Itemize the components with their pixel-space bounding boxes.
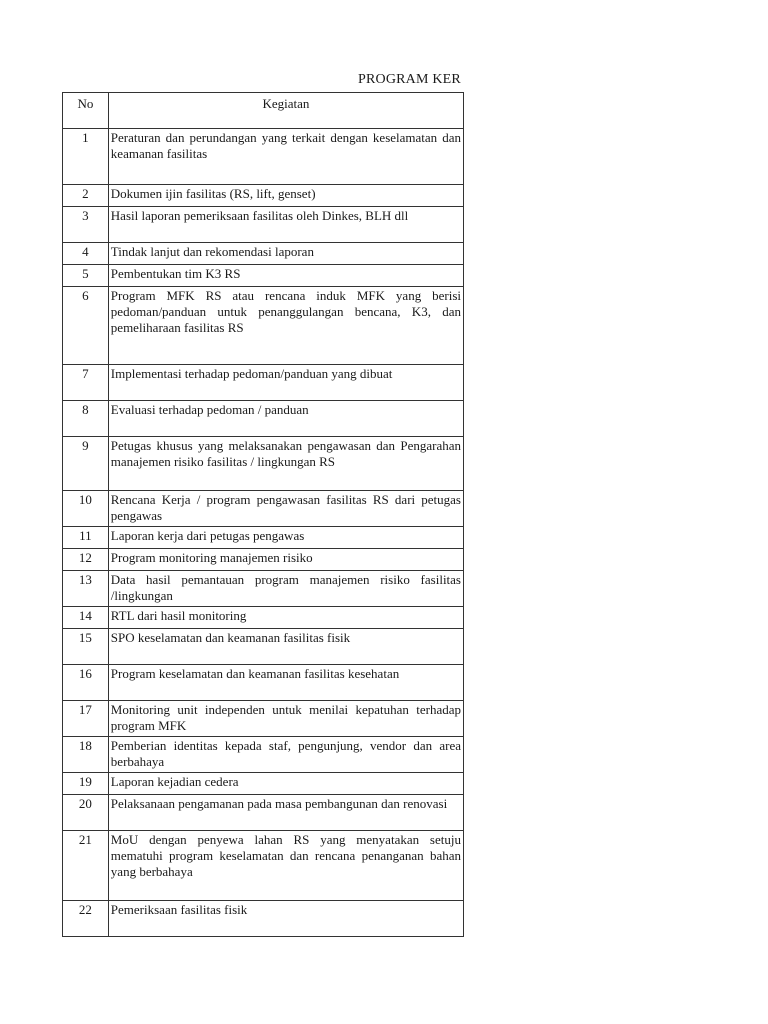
row-kegiatan: Program MFK RS atau rencana induk MFK yang berisi pedoman/panduan untuk penanggulangan bencana, K3, dan pemeliharaan fasilitas RS [108,287,463,365]
table-row [63,365,464,401]
row-number: 7 [63,365,109,401]
row-kegiatan: Program keselamatan dan keamanan fasilitas kesehatan [108,665,463,701]
row-kegiatan: Data hasil pemantauan program manajemen risiko fasilitas /lingkungan [108,571,463,607]
row-kegiatan: Petugas khusus yang melaksanakan pengawasan dan Pengarahan manajemen risiko fasilitas / lingkungan RS [108,437,463,491]
table-row [63,901,464,937]
row-number: 17 [63,701,109,737]
table-body [63,129,464,937]
table-header-row [63,93,464,129]
row-number: 3 [63,207,109,243]
table-row [63,795,464,831]
row-kegiatan: MoU dengan penyewa lahan RS yang menyatakan setuju mematuhi program keselamatan dan rencana penanganan bahan yang berbahaya [108,831,463,901]
row-kegiatan: Monitoring unit independen untuk menilai kepatuhan terhadap program MFK [108,701,463,737]
row-kegiatan: RTL dari hasil monitoring [108,607,463,629]
table-row [63,701,464,737]
row-kegiatan: Tindak lanjut dan rekomendasi laporan [108,243,463,265]
row-number: 14 [63,607,109,629]
row-number: 6 [63,287,109,365]
row-kegiatan: Laporan kerja dari petugas pengawas [108,527,463,549]
table-row [63,737,464,773]
table-row [63,207,464,243]
table-row [63,773,464,795]
row-number: 10 [63,491,109,527]
row-number: 9 [63,437,109,491]
table-row [63,243,464,265]
table-row [63,549,464,571]
row-number: 11 [63,527,109,549]
row-kegiatan: Pemberian identitas kepada staf, pengunjung, vendor dan area berbahaya [108,737,463,773]
row-number: 16 [63,665,109,701]
table-row [63,527,464,549]
row-kegiatan: Pembentukan tim K3 RS [108,265,463,287]
row-number: 8 [63,401,109,437]
table-row [63,571,464,607]
row-kegiatan: Dokumen ijin fasilitas (RS, lift, genset) [108,185,463,207]
table-row [63,185,464,207]
row-kegiatan: Evaluasi terhadap pedoman / panduan [108,401,463,437]
header-no: No [63,93,109,129]
row-number: 19 [63,773,109,795]
row-number: 20 [63,795,109,831]
row-kegiatan: Pelaksanaan pengamanan pada masa pembangunan dan renovasi [108,795,463,831]
row-number: 21 [63,831,109,901]
row-number: 18 [63,737,109,773]
table-row [63,129,464,185]
row-number: 1 [63,129,109,185]
page-title: PROGRAM KER [358,72,461,87]
table-row [63,287,464,365]
row-number: 4 [63,243,109,265]
row-number: 5 [63,265,109,287]
table-row [63,607,464,629]
header-kegiatan: Kegiatan [108,93,463,129]
table-row [63,629,464,665]
row-kegiatan: SPO keselamatan dan keamanan fasilitas fisik [108,629,463,665]
table-row [63,437,464,491]
row-kegiatan: Laporan kejadian cedera [108,773,463,795]
table-row [63,265,464,287]
row-number: 22 [63,901,109,937]
row-kegiatan: Hasil laporan pemeriksaan fasilitas oleh Dinkes, BLH dll [108,207,463,243]
table-row [63,491,464,527]
activity-table [62,92,464,937]
row-kegiatan: Pemeriksaan fasilitas fisik [108,901,463,937]
row-kegiatan: Peraturan dan perundangan yang terkait dengan keselamatan dan keamanan fasilitas [108,129,463,185]
row-kegiatan: Program monitoring manajemen risiko [108,549,463,571]
row-number: 13 [63,571,109,607]
table-row [63,831,464,901]
row-kegiatan: Rencana Kerja / program pengawasan fasilitas RS dari petugas pengawas [108,491,463,527]
row-kegiatan: Implementasi terhadap pedoman/panduan yang dibuat [108,365,463,401]
table-row [63,401,464,437]
row-number: 2 [63,185,109,207]
row-number: 12 [63,549,109,571]
table-row [63,665,464,701]
row-number: 15 [63,629,109,665]
